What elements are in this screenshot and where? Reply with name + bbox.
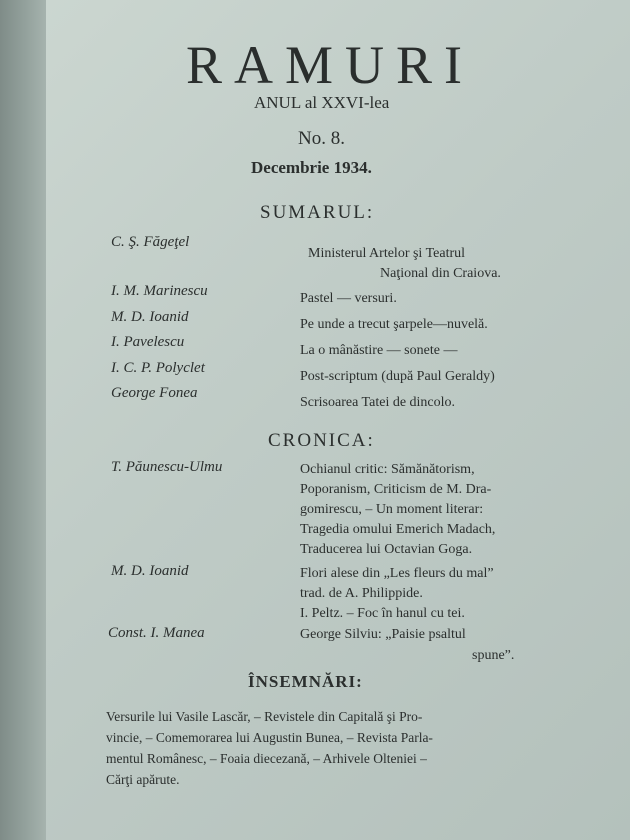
cronica-author: M. D. Ioanid [111,563,189,579]
toc-author: I. Pavelescu [111,334,185,350]
cronica-line: Flori alese din „Les fleurs du mal” [300,566,494,581]
toc-author: I. C. P. Polyclet [111,360,205,376]
insemnari-line: mentul Românesc, – Foaia diecezană, – Arhivele Olteniei – [106,751,427,766]
toc-work: La o mânăstire — sonete — [300,343,458,358]
cronica-line: I. Peltz. – Foc în hanul cu tei. [300,606,465,621]
toc-work: Pe unde a trecut şarpele—nuvelă. [300,317,488,332]
journal-year: ANUL al XXVI-lea [254,93,390,112]
issue-number: No. 8. [298,128,345,149]
insemnari-line: Cărţi apărute. [106,772,180,787]
toc-work: Ministerul Artelor şi Teatrul [308,246,466,261]
insemnari-text [106,706,576,790]
toc-author: I. M. Marinescu [111,283,208,299]
cronica-author: Const. I. Manea [108,625,205,641]
cronica-line: Poporanism, Criticism de M. Dra- [300,482,492,497]
toc-work-continued: Naţional din Craiova. [380,266,501,281]
toc-author: M. D. Ioanid [111,309,189,325]
toc-work: Post-scriptum (după Paul Geraldy) [300,369,495,384]
issue-date: Decembrie 1934. [251,158,372,177]
cronica-line: Tragedia omului Emerich Madach, [300,522,496,537]
toc-work: Scrisoarea Tatei de dincolo. [300,395,456,410]
insemnari-line: Versurile lui Vasile Lascăr, – Revistele din Capitală şi Pro- [106,709,423,724]
cronica-author: T. Păunescu-Ulmu [111,459,223,475]
journal-title: RAMURI [186,35,475,95]
cronica-heading: CRONICA: [268,430,375,451]
cronica-line: spune”. [472,648,515,663]
page-edge [0,0,46,840]
cronica-line: George Silviu: „Paisie psaltul [300,627,466,642]
toc-author: C. Ş. Făgeţel [111,234,190,250]
cronica-line: gomirescu, – Un moment literar: [300,502,484,517]
cronica-line: Traducerea lui Octavian Goga. [300,542,473,557]
document-page [46,0,630,840]
toc-work: Pastel — versuri. [300,291,397,306]
cronica-line: trad. de A. Philippide. [300,586,423,601]
cronica-line: Ochianul critic: Sămănătorism, [300,462,475,477]
insemnari-heading: ÎNSEMNĂRI: [248,672,363,691]
toc-author: George Fonea [111,385,198,401]
insemnari-line: vincie, – Comemorarea lui Augustin Bunea, – Revista Parla- [106,730,433,745]
sumarul-heading: SUMARUL: [260,202,375,223]
